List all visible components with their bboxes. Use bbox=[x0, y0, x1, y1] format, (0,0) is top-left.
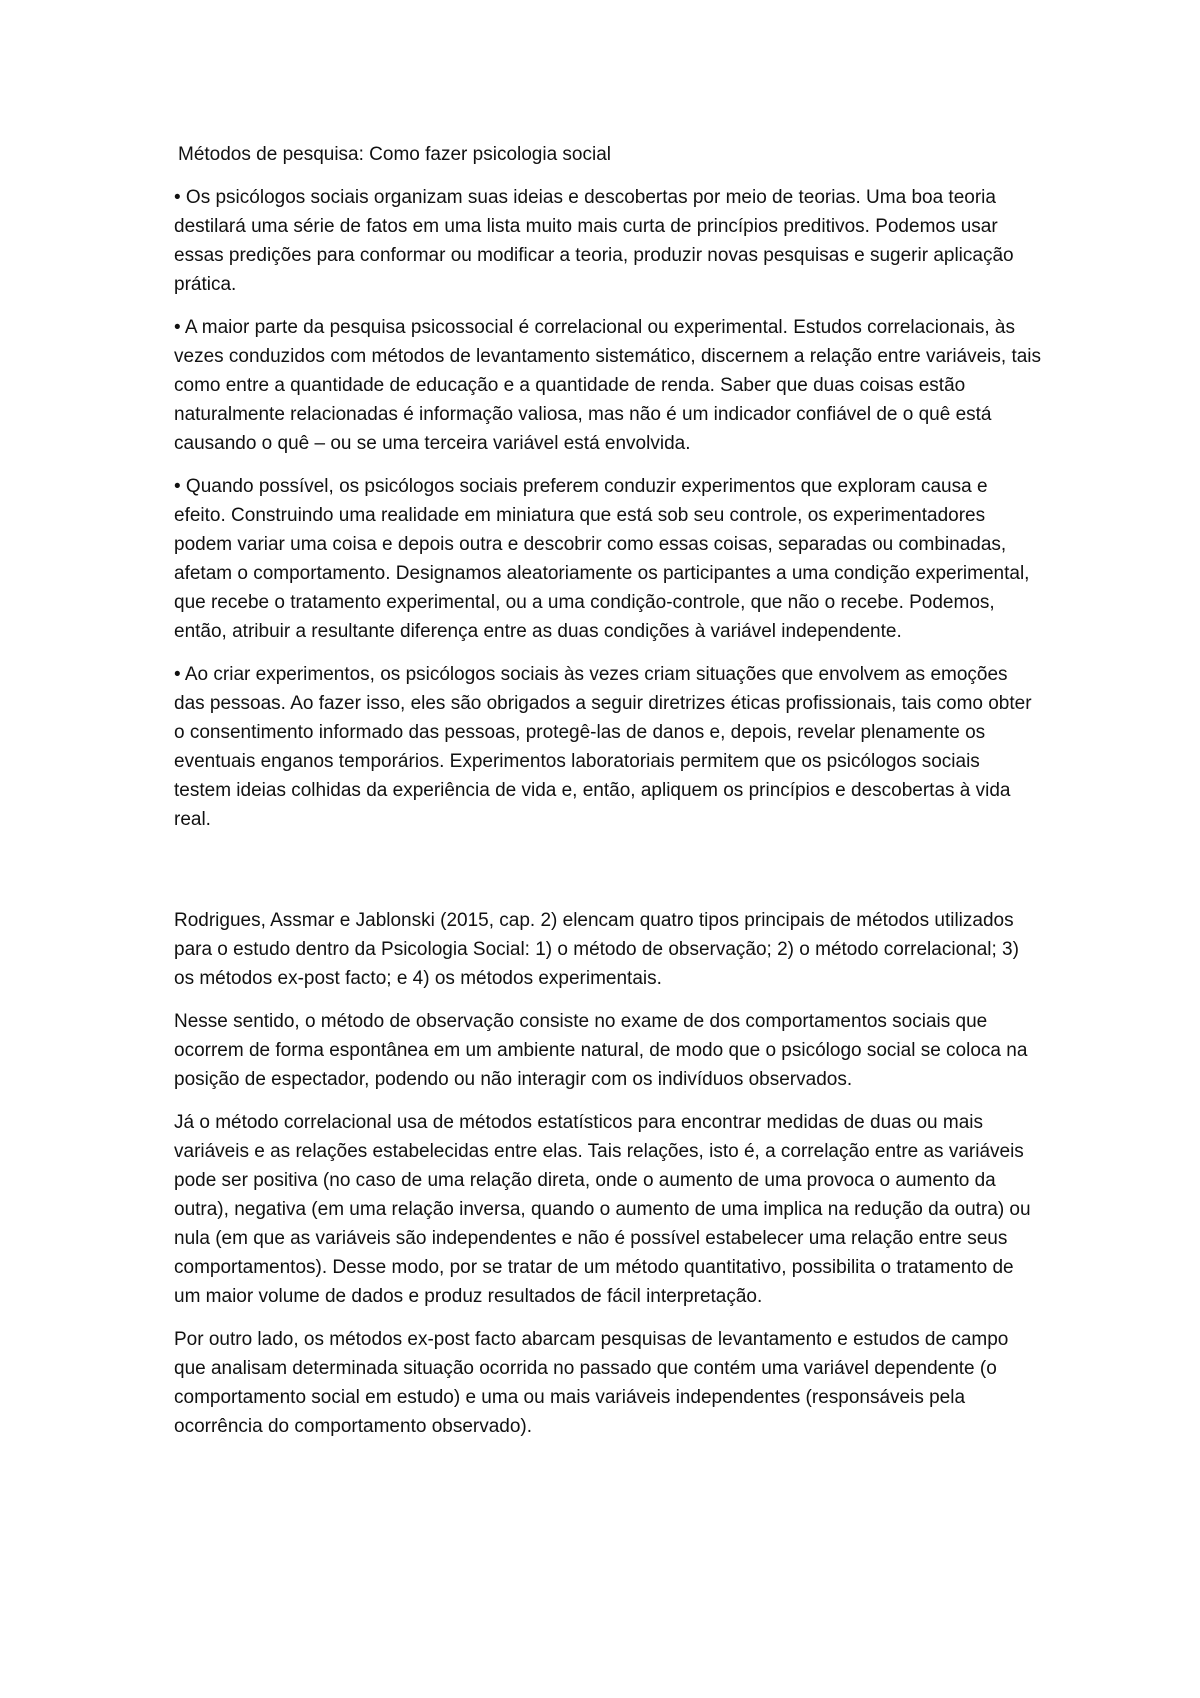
paragraph-correlational-method: Já o método correlacional usa de métodos estatísticos para encontrar medidas de duas ou mais variáveis e as relações estabelecidas entre elas. Tais relações, isto é, a correlação entre as variáveis pode ser positiva (no caso de uma relação direta, onde o aumento de uma provoca o aumento da outra), negativa (em uma relação inversa, quando o aumento de uma implica na redução da outra) ou nula (em que as variáveis são independentes e não é possível estabelecer uma relação entre seus comportamentos). Desse modo, por se tratar de um método quantitativo, possibilita o tratamento de um maior volume de dados e produz resultados de fácil interpretação. bbox=[174, 1112, 1031, 1307]
section-spacer bbox=[174, 848, 1042, 906]
bullet-paragraph-experiments: • Quando possível, os psicólogos sociais preferem conduzir experimentos que exploram causa e efeito. Construindo uma realidade em miniatura que está sob seu controle, os experimentadores podem variar uma coisa e depois outra e descobrir como essas coisas, separadas ou combinadas, afetam o comportamento. Designamos aleatoriamente os participantes a uma condição experimental, que recebe o tratamento experimental, ou a uma condição-controle, que não o recebe. Podemos, então, atribuir a resultante diferença entre as duas condições à variável independente. bbox=[174, 476, 1030, 642]
bullet-paragraph-ethics: • Ao criar experimentos, os psicólogos sociais às vezes criam situações que envolvem as emoções das pessoas. Ao fazer isso, eles são obrigados a seguir diretrizes éticas profissionais, tais como obter o consentimento informado das pessoas, protegê-las de danos e, depois, revelar plenamente os eventuais enganos temporários. Experimentos laboratoriais permitem que os psicólogos sociais testem ideias colhidas da experiência de vida e, então, apliquem os princípios e descobertas à vida real. bbox=[174, 664, 1032, 830]
bullet-paragraph-correlational: • A maior parte da pesquisa psicossocial é correlacional ou experimental. Estudos correlacionais, às vezes conduzidos com métodos de levantamento sistemático, discernem a relação entre variáveis, tais como entre a quantidade de educação e a quantidade de renda. Saber que duas coisas estão naturalmente relacionadas é informação valiosa, mas não é um indicador confiável de o quê está causando o quê – ou se uma terceira variável está envolvida. bbox=[174, 317, 1042, 454]
bullet-paragraph-theories: • Os psicólogos sociais organizam suas ideias e descobertas por meio de teorias. Uma boa teoria destilará uma série de fatos em uma lista muito mais curta de princípios preditivos. Podemos usar essas predições para conformar ou modificar a teoria, produzir novas pesquisas e sugerir aplicação prática. bbox=[174, 187, 1014, 295]
document-body bbox=[174, 140, 1042, 1455]
paragraph-method-types: Rodrigues, Assmar e Jablonski (2015, cap. 2) elencam quatro tipos principais de métodos utilizados para o estudo dentro da Psicologia Social: 1) o método de observação; 2) o método correlacional; 3) os métodos ex-post facto; e 4) os métodos experimentais. bbox=[174, 910, 1019, 989]
paragraph-ex-post-facto-method: Por outro lado, os métodos ex-post facto abarcam pesquisas de levantamento e estudos de campo que analisam determinada situação ocorrida no passado que contém uma variável dependente (o comportamento social em estudo) e uma ou mais variáveis independentes (responsáveis pela ocorrência do comportamento observado). bbox=[174, 1329, 1009, 1437]
paragraph-observation-method: Nesse sentido, o método de observação consiste no exame de dos comportamentos sociais que ocorrem de forma espontânea em um ambiente natural, de modo que o psicólogo social se coloca na posição de espectador, podendo ou não interagir com os indivíduos observados. bbox=[174, 1011, 1028, 1090]
document-title: Métodos de pesquisa: Como fazer psicologia social bbox=[178, 144, 612, 165]
